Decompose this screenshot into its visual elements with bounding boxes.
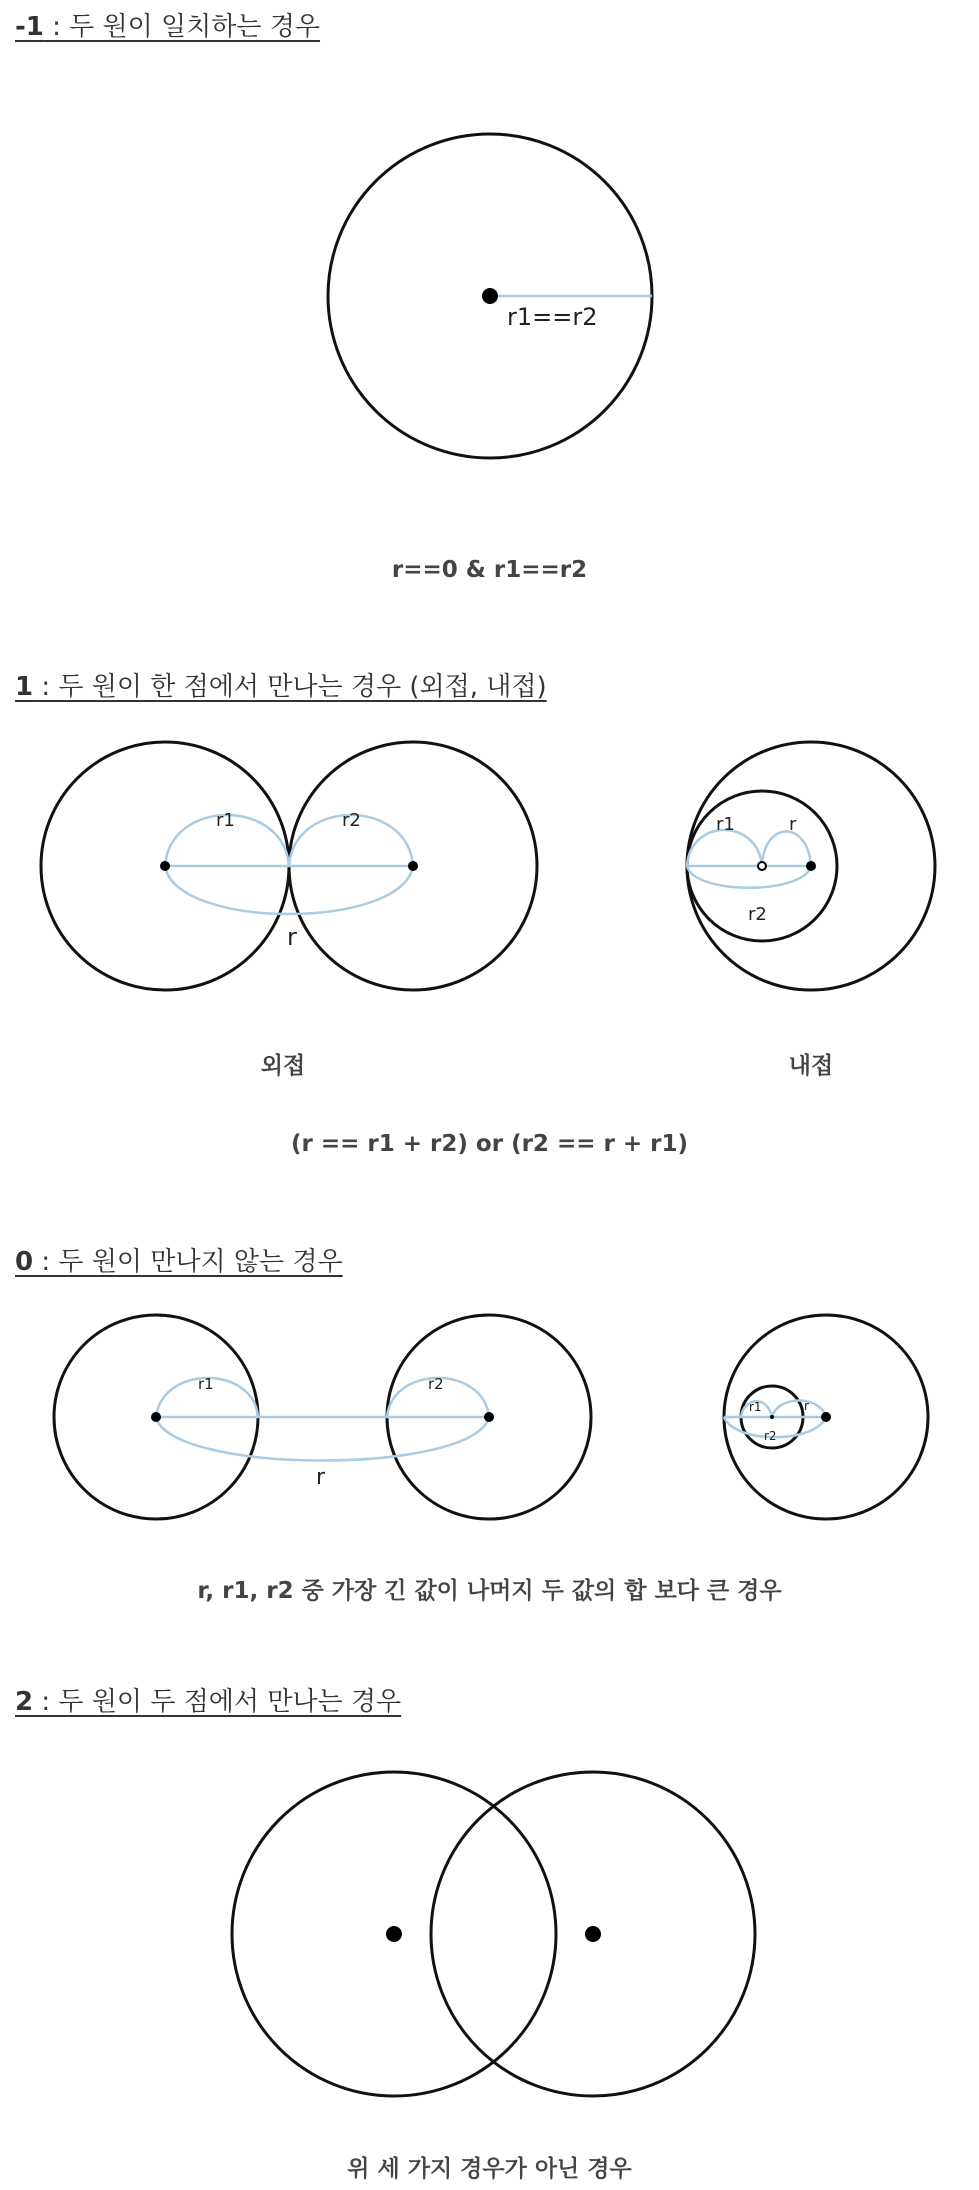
external-tangent-caption: 외접 — [260, 1053, 306, 1079]
internal-outer-center — [806, 861, 816, 871]
section-2-title: : 두 원이 두 점에서 만나는 경우 — [33, 1687, 402, 1717]
internal-r1-label: r1 — [716, 814, 735, 835]
contained-outer-center — [821, 1412, 831, 1422]
center-dot — [482, 288, 498, 304]
section-0-heading — [15, 1249, 343, 1275]
contained-inner-center — [770, 1415, 774, 1419]
intersecting-circles-diagram — [0, 1750, 979, 2120]
internal-r1-arc — [687, 830, 762, 866]
section-neg1-title: : 두 원이 일치하는 경우 — [43, 12, 321, 42]
external-r1-label: r1 — [216, 810, 235, 831]
internal-r2-label: r2 — [748, 904, 767, 925]
internal-r2-arc — [687, 866, 811, 888]
separate-r1-label: r1 — [198, 1375, 214, 1393]
section-1-title: : 두 원이 한 점에서 만나는 경우 (외접, 내접) — [33, 672, 547, 702]
section-neg1-condition: r==0 & r1==r2 — [391, 557, 588, 583]
r1-equals-r2-label: r1==r2 — [507, 303, 598, 331]
internal-inner-center — [758, 862, 766, 870]
internal-r-label: r — [789, 814, 797, 835]
intersecting-center-1 — [386, 1926, 402, 1942]
separate-center-2 — [484, 1412, 494, 1422]
external-r2-label: r2 — [342, 810, 361, 831]
section-neg1-number: -1 — [15, 12, 44, 42]
section-1-condition: (r == r1 + r2) or (r2 == r + r1) — [291, 1131, 688, 1157]
separate-r-label: r — [316, 1465, 326, 1490]
section-2-number: 2 — [15, 1687, 34, 1717]
contained-r1-label: r1 — [749, 1400, 762, 1414]
separate-r-arc — [156, 1417, 489, 1461]
contained-r-label: r — [804, 1399, 809, 1413]
separate-center-1 — [151, 1412, 161, 1422]
separate-circles-diagram — [0, 1300, 979, 1540]
internal-r-arc — [762, 832, 811, 867]
coincident-circles-diagram — [0, 0, 979, 470]
section-2-heading — [15, 1689, 401, 1715]
contained-r2-label: r2 — [764, 1429, 777, 1443]
section-0-title: : 두 원이 만나지 않는 경우 — [33, 1247, 343, 1277]
intersecting-center-2 — [585, 1926, 601, 1942]
separate-r2-label: r2 — [428, 1375, 444, 1393]
tangent-circles-diagram — [0, 700, 979, 1060]
external-center-2 — [408, 861, 418, 871]
section-1-number: 1 — [15, 672, 34, 702]
section-0-number: 0 — [15, 1247, 34, 1277]
section-0-condition: r, r1, r2 중 가장 긴 값이 나머지 두 값의 합 보다 큰 경우 — [197, 1578, 782, 1604]
internal-tangent-caption: 내접 — [788, 1053, 834, 1079]
external-r-label: r — [287, 923, 297, 951]
external-center-1 — [160, 861, 170, 871]
section-1-heading — [15, 674, 547, 700]
section-2-condition: 위 세 가지 경우가 아닌 경우 — [347, 2156, 632, 2182]
